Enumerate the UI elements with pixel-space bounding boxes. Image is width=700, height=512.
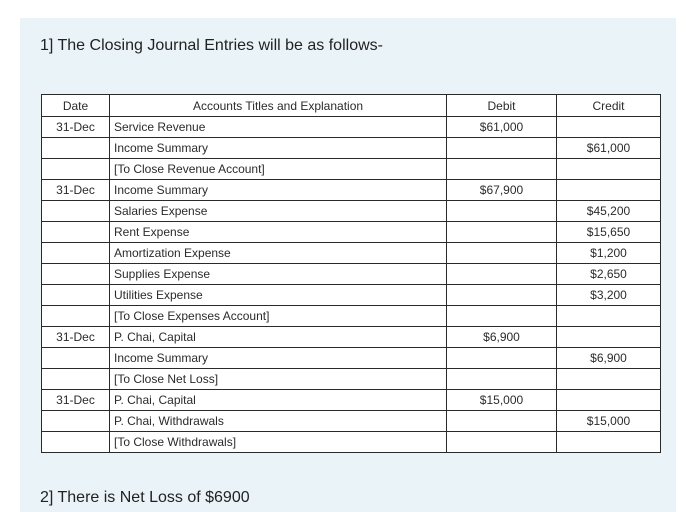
date-cell xyxy=(42,369,110,390)
account-cell: Utilities Expense xyxy=(110,285,447,306)
table-row xyxy=(42,348,661,369)
credit-cell: $6,900 xyxy=(557,348,661,369)
credit-cell: $2,650 xyxy=(557,264,661,285)
table-row xyxy=(42,411,661,432)
table-row xyxy=(42,117,661,138)
date-cell xyxy=(42,411,110,432)
debit-cell: $67,900 xyxy=(447,180,557,201)
credit-cell: $61,000 xyxy=(557,138,661,159)
date-cell xyxy=(42,159,110,180)
credit-cell xyxy=(557,117,661,138)
account-cell: Salaries Expense xyxy=(110,201,447,222)
page-heading: 1] The Closing Journal Entries will be as follows- xyxy=(40,37,383,54)
credit-cell xyxy=(557,159,661,180)
account-cell: [To Close Net Loss] xyxy=(110,369,447,390)
date-cell xyxy=(42,222,110,243)
account-cell: P. Chai, Capital xyxy=(110,390,447,411)
credit-cell xyxy=(557,369,661,390)
debit-cell xyxy=(447,222,557,243)
account-cell: P. Chai, Withdrawals xyxy=(110,411,447,432)
date-cell xyxy=(42,243,110,264)
net-loss-note: 2] There is Net Loss of $6900 xyxy=(40,489,250,506)
credit-cell: $3,200 xyxy=(557,285,661,306)
date-cell xyxy=(42,285,110,306)
debit-cell xyxy=(447,159,557,180)
debit-cell xyxy=(447,138,557,159)
table-row xyxy=(42,306,661,327)
date-cell xyxy=(42,201,110,222)
date-cell xyxy=(42,138,110,159)
table-row xyxy=(42,369,661,390)
table-row xyxy=(42,243,661,264)
column-header-date: Date xyxy=(42,95,110,117)
account-cell: Rent Expense xyxy=(110,222,447,243)
table-row xyxy=(42,285,661,306)
table-row xyxy=(42,222,661,243)
table-header-row xyxy=(42,95,661,117)
debit-cell: $6,900 xyxy=(447,327,557,348)
account-cell: [To Close Expenses Account] xyxy=(110,306,447,327)
debit-cell: $61,000 xyxy=(447,117,557,138)
date-cell: 31-Dec xyxy=(42,390,110,411)
date-cell xyxy=(42,264,110,285)
table-row xyxy=(42,138,661,159)
date-cell xyxy=(42,348,110,369)
account-cell: P. Chai, Capital xyxy=(110,327,447,348)
account-cell: Amortization Expense xyxy=(110,243,447,264)
date-cell xyxy=(42,306,110,327)
date-cell: 31-Dec xyxy=(42,117,110,138)
credit-cell xyxy=(557,390,661,411)
account-cell: Income Summary xyxy=(110,348,447,369)
table-row xyxy=(42,390,661,411)
table-row xyxy=(42,327,661,348)
table-row xyxy=(42,180,661,201)
credit-cell: $15,650 xyxy=(557,222,661,243)
credit-cell xyxy=(557,306,661,327)
debit-cell xyxy=(447,369,557,390)
date-cell xyxy=(42,432,110,453)
credit-cell xyxy=(557,327,661,348)
credit-cell xyxy=(557,432,661,453)
debit-cell xyxy=(447,285,557,306)
account-cell: Income Summary xyxy=(110,138,447,159)
credit-cell xyxy=(557,180,661,201)
table-row xyxy=(42,159,661,180)
column-header-accounts: Accounts Titles and Explanation xyxy=(110,95,447,117)
account-cell: Supplies Expense xyxy=(110,264,447,285)
date-cell: 31-Dec xyxy=(42,180,110,201)
debit-cell xyxy=(447,264,557,285)
credit-cell: $45,200 xyxy=(557,201,661,222)
credit-cell: $15,000 xyxy=(557,411,661,432)
debit-cell xyxy=(447,243,557,264)
journal-entries-table xyxy=(41,94,661,453)
debit-cell xyxy=(447,348,557,369)
column-header-credit: Credit xyxy=(557,95,661,117)
debit-cell xyxy=(447,306,557,327)
debit-cell xyxy=(447,432,557,453)
table-row xyxy=(42,201,661,222)
account-cell: Service Revenue xyxy=(110,117,447,138)
column-header-debit: Debit xyxy=(447,95,557,117)
account-cell: [To Close Withdrawals] xyxy=(110,432,447,453)
debit-cell: $15,000 xyxy=(447,390,557,411)
credit-cell: $1,200 xyxy=(557,243,661,264)
date-cell: 31-Dec xyxy=(42,327,110,348)
table-row xyxy=(42,432,661,453)
account-cell: Income Summary xyxy=(110,180,447,201)
account-cell: [To Close Revenue Account] xyxy=(110,159,447,180)
debit-cell xyxy=(447,201,557,222)
table-row xyxy=(42,264,661,285)
debit-cell xyxy=(447,411,557,432)
